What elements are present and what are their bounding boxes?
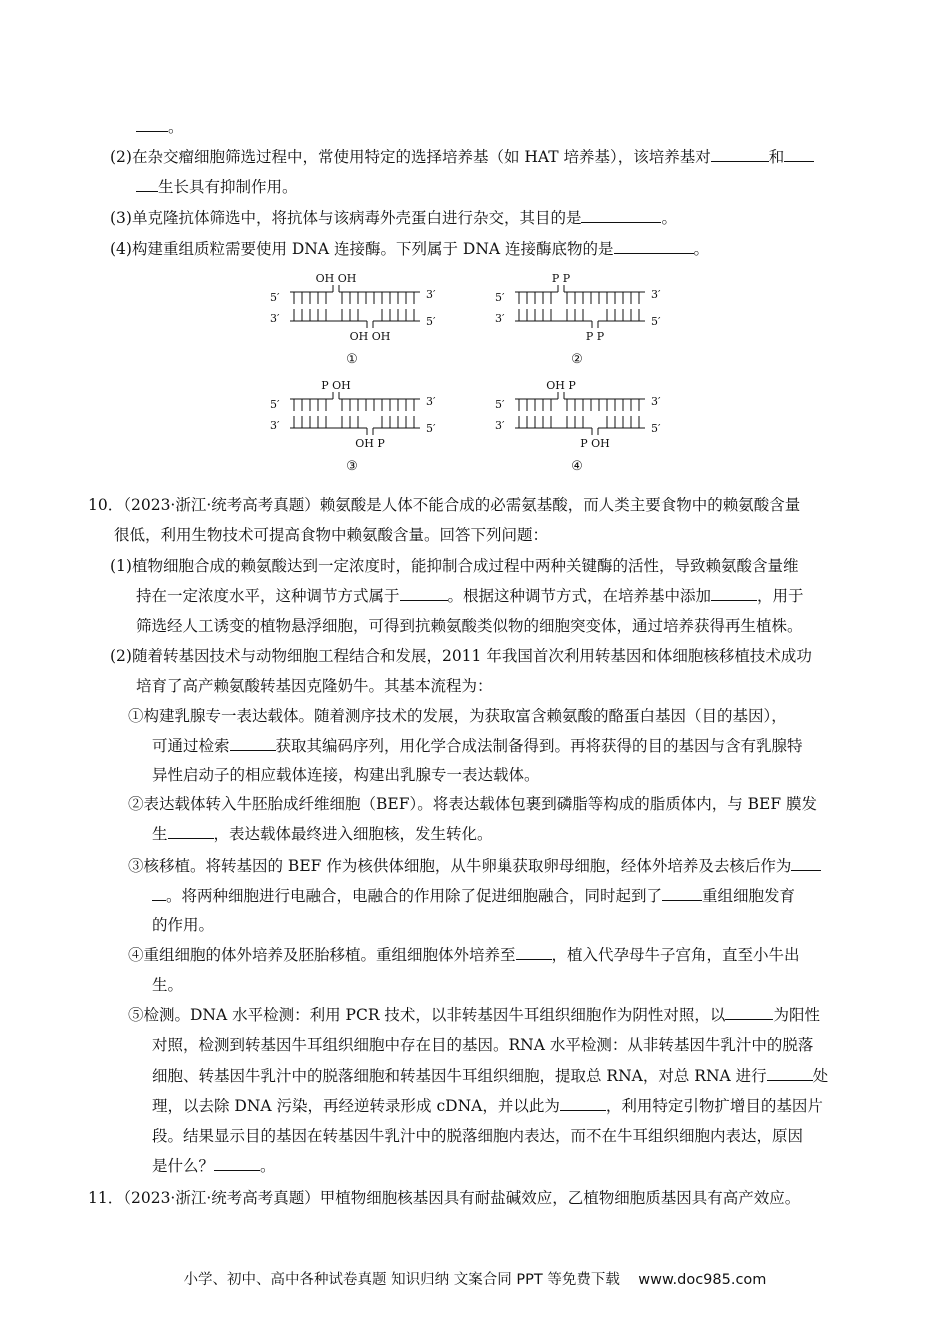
strand-end-3-label: 3′ [651, 288, 661, 301]
question-number: 10． [88, 496, 124, 514]
answer-blank[interactable] [214, 1155, 260, 1171]
q9-part3: (3)单克隆抗体筛选中，将抗体与该病毒外壳蛋白进行杂交，其目的是 。 [110, 209, 677, 227]
answer-blank[interactable] [516, 944, 552, 960]
nick-group-label-bottom: P OH [580, 437, 610, 450]
q10-step1-line3: 异性启动子的相应载体连接，构建出乳腺专一表达载体。 [152, 766, 540, 784]
q10-step2-line1: ②表达载体转入牛胚胎成纤维细胞（BEF）。将表达载体包裹到磷脂等构成的脂质体内，与 BEF 膜发 [128, 795, 818, 813]
q10-step1-line1: ①构建乳腺专一表达载体。随着测序技术的发展，为获取富含赖氨酸的酪蛋白基因（目的基因）， [128, 707, 787, 725]
nick-group-label-top: P OH [321, 379, 351, 392]
strand-end-3-label: 3′ [495, 419, 505, 432]
q9-part2-cont: 生长具有抑制作用。 [136, 176, 298, 198]
strand-end-3-label: 3′ [495, 312, 505, 325]
q10-p1-line3: 筛选经人工诱变的植物悬浮细胞，可得到抗赖氨酸类似物的细胞突变体，通过培养获得再生植株。 [136, 617, 803, 635]
strand-end-5-label: 5′ [495, 291, 505, 304]
q10-p1-line1: (1)植物细胞合成的赖氨酸达到一定浓度时，能抑制合成过程中两种关键酶的活性，导致赖氨酸含量维 [110, 557, 799, 575]
dna-end-figure [0, 0, 950, 480]
q10-line2: 很低，利用生物技术可提高食物中赖氨酸含量。回答下列问题： [114, 526, 549, 544]
answer-blank[interactable] [662, 885, 702, 901]
figure-label: ① [346, 352, 358, 367]
answer-blank[interactable] [152, 885, 166, 901]
answer-blank[interactable] [711, 585, 757, 601]
q10-p1-line2: 持在一定浓度水平，这种调节方式属于 。根据这种调节方式，在培养基中添加 ，用于 [136, 587, 804, 605]
q10-p2-line1: (2)随着转基因技术与动物细胞工程结合和发展，2011 年我国首次利用转基因和体细胞核移植技术成功 [110, 647, 812, 665]
nick-group-label-top: P P [551, 272, 571, 285]
q9-line0: 。 [136, 116, 184, 138]
nick-group-label-bottom: P P [585, 330, 605, 343]
q10-step5-line4: 理，以去除 DNA 污染，再经逆转录形成 cDNA，并以此为 ，利用特定引物扩增目的基因片 [152, 1097, 823, 1115]
strand-end-5-label: 5′ [426, 422, 436, 435]
q10-step3-line1: ③核移植。将转基因的 BEF 作为核供体细胞，从牛卵巢获取卵母细胞，经体外培养及去核后作为 [128, 855, 821, 877]
nick-group-label-bottom: OH P [355, 437, 385, 450]
answer-blank[interactable] [767, 1065, 813, 1081]
strand-end-5-label: 5′ [426, 315, 436, 328]
answer-blank[interactable] [400, 585, 448, 601]
strand-end-3-label: 3′ [426, 288, 436, 301]
nick-group-label-top: OH OH [315, 272, 357, 285]
question-source: （2023·浙江·统考高考真题） [123, 496, 320, 514]
q10-step5-line5: 段。结果显示目的基因在转基因牛乳汁中的脱落细胞内表达，而不在牛耳组织细胞内表达，原因 [152, 1127, 804, 1145]
q10-step3-line2: 。将两种细胞进行电融合，电融合的作用除了促进细胞融合，同时起到了 重组细胞发育 [152, 885, 795, 907]
figure-label: ② [571, 352, 583, 367]
q11-line1: 11．（2023·浙江·统考高考真题）甲植物细胞核基因具有耐盐碱效应，乙植物细胞质基因具有高产效应。 [88, 1189, 801, 1207]
q10-step5-line2: 对照，检测到转基因牛耳组织细胞中存在目的基因。RNA 水平检测：从非转基因牛乳汁中的脱落 [152, 1036, 814, 1054]
q9-part4: (4)构建重组质粒需要使用 DNA 连接酶。下列属于 DNA 连接酶底物的是 。 [110, 240, 710, 258]
strand-end-5-label: 5′ [651, 422, 661, 435]
nick-group-label-bottom: OH OH [349, 330, 391, 343]
strand-end-3-label: 3′ [426, 395, 436, 408]
answer-blank[interactable] [791, 855, 821, 871]
nick-group-label-top: OH P [546, 379, 576, 392]
strand-end-3-label: 3′ [270, 312, 280, 325]
q10-step2-line2: 生 ，表达载体最终进入细胞核，发生转化。 [152, 825, 493, 843]
q10-step5-line1: ⑤检测。DNA 水平检测：利用 PCR 技术，以非转基因牛耳组织细胞作为阴性对照，以 为阳性 [128, 1006, 820, 1024]
strand-end-3-label: 3′ [651, 395, 661, 408]
strand-end-5-label: 5′ [270, 398, 280, 411]
strand-end-3-label: 3′ [270, 419, 280, 432]
q10-step5-line6: 是什么？ 。 [152, 1157, 276, 1175]
q10-step4-line2: 生。 [152, 976, 184, 994]
q10-step4-line1: ④重组细胞的体外培养及胚胎移植。重组细胞体外培养至 ，植入代孕母牛子宫角，直至小牛出 [128, 946, 800, 964]
q10-line1: 10．（2023·浙江·统考高考真题）赖氨酸是人体不能合成的必需氨基酸，而人类主要食物中的赖氨酸含量 [88, 496, 801, 514]
figure-label: ③ [346, 459, 358, 474]
q10-step5-line3: 细胞、转基因牛乳汁中的脱落细胞和转基因牛耳组织细胞，提取总 RNA，对总 RNA 进行 处 [152, 1067, 829, 1085]
page-footer [0, 1268, 950, 1289]
question-source: （2023·浙江·统考高考真题） [123, 1189, 320, 1207]
answer-blank[interactable] [725, 1004, 773, 1020]
q10-step1-line2: 可通过检索 获取其编码序列，用化学合成法制备得到。再将获得的目的基因与含有乳腺特 [152, 737, 803, 755]
strand-end-5-label: 5′ [270, 291, 280, 304]
answer-blank[interactable] [168, 823, 214, 839]
answer-blank[interactable] [560, 1095, 606, 1111]
strand-end-5-label: 5′ [495, 398, 505, 411]
figure-label: ④ [571, 459, 583, 474]
footer-url[interactable]: www.doc985.com [638, 1272, 767, 1288]
footer-text: 小学、初中、高中各种试卷真题 知识归纳 文案合同 PPT 等免费下载 [183, 1272, 620, 1288]
strand-end-5-label: 5′ [651, 315, 661, 328]
q10-p2-line2: 培育了高产赖氨酸转基因克隆奶牛。其基本流程为： [136, 677, 493, 695]
question-number: 11． [88, 1189, 124, 1207]
q9-part2: (2)在杂交瘤细胞筛选过程中，常使用特定的选择培养基（如 HAT 培养基），该培养基对 和 [110, 146, 814, 168]
answer-blank[interactable] [230, 735, 276, 751]
q10-step3-line3: 的作用。 [152, 916, 215, 934]
